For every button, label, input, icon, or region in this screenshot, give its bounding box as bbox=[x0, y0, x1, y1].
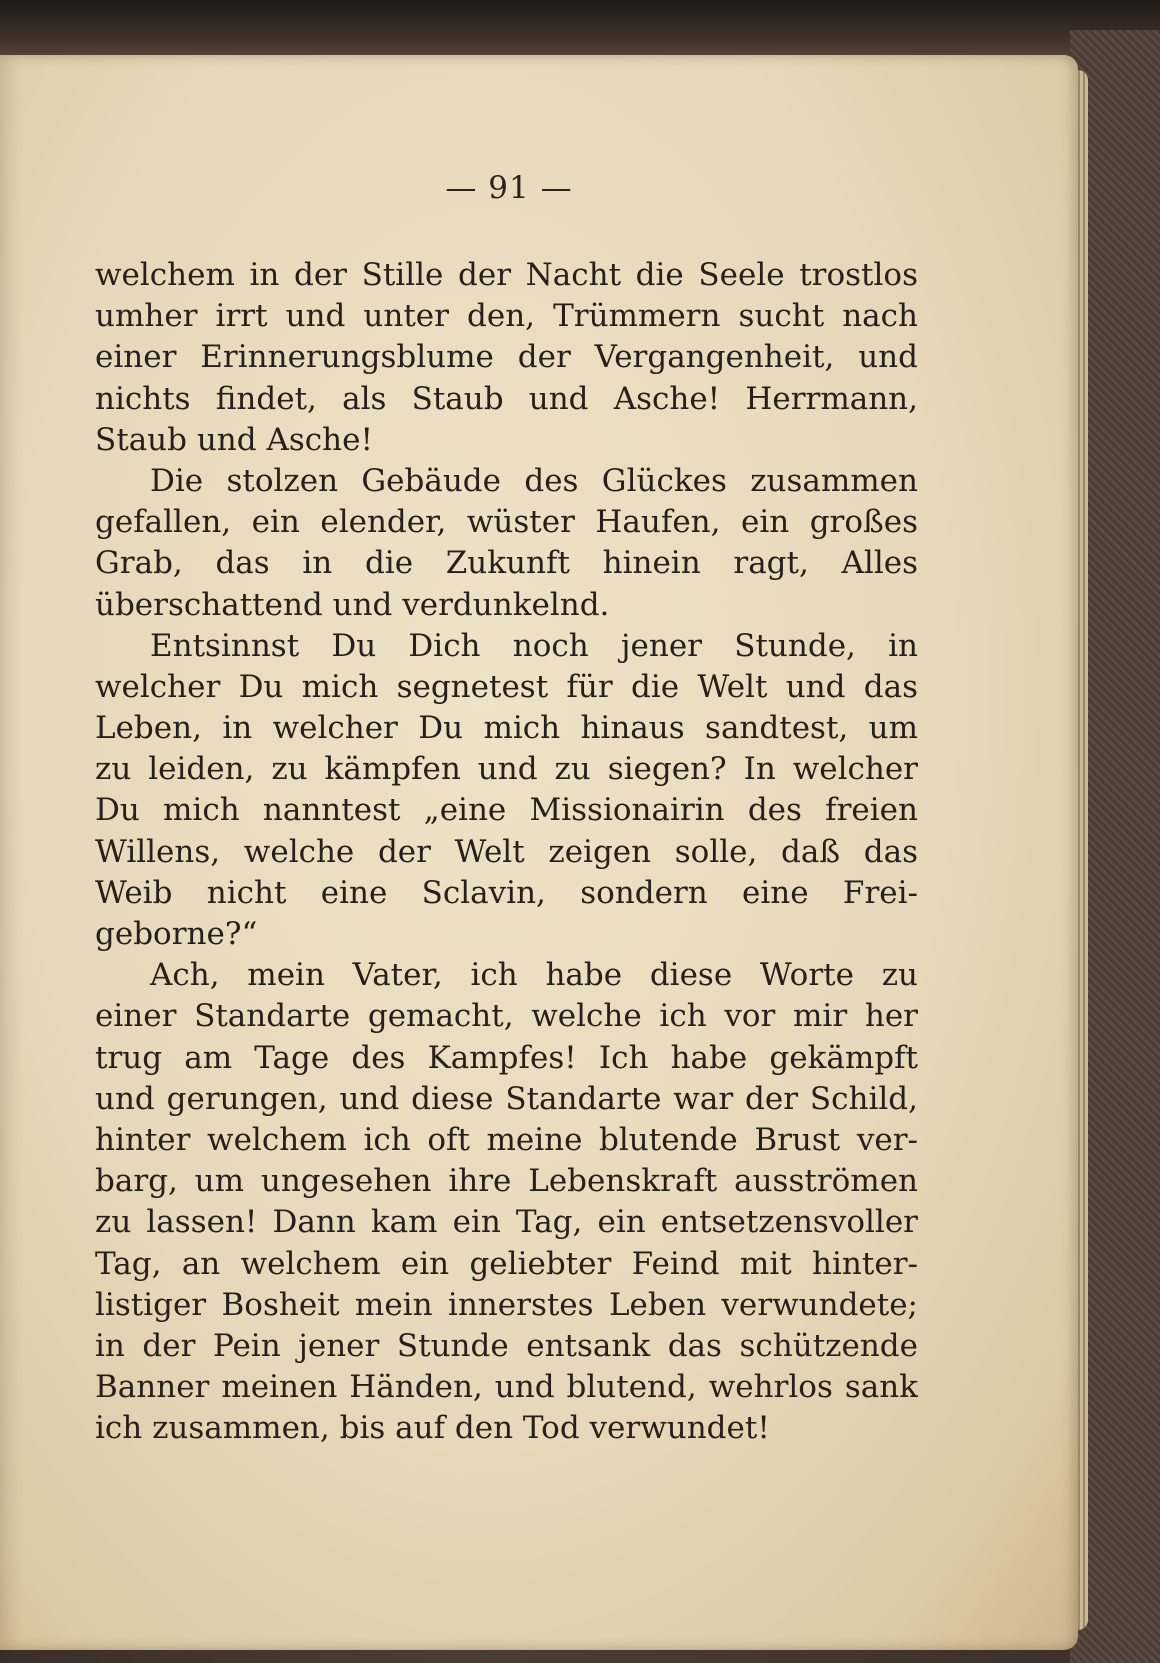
text-line: trug am Tage des Kampfes! Ich habe gekämpft bbox=[95, 1039, 918, 1076]
book-cover-top-edge bbox=[0, 0, 1160, 60]
text-line: welcher Du mich segnetest für die Welt und das bbox=[95, 668, 918, 705]
text-line: Du mich nanntest „eine Missionairin des freien bbox=[95, 792, 918, 829]
text-line: in der Pein jener Stunde entsank das schützende bbox=[95, 1327, 918, 1364]
text-line: einer Erinnerungsblume der Vergangenheit, und bbox=[95, 339, 918, 376]
book-page bbox=[0, 55, 1078, 1650]
text-line: zu lassen! Dann kam ein Tag, ein entsetzensvoller bbox=[95, 1204, 918, 1241]
text-line: Banner meinen Händen, und blutend, wehrlos sank bbox=[95, 1369, 918, 1406]
text-line: und gerungen, und diese Standarte war der Schild, bbox=[95, 1080, 918, 1117]
text-line: Tag, an welchem ein geliebter Feind mit hinter- bbox=[95, 1245, 918, 1282]
text-line: barg, um ungesehen ihre Lebenskraft ausströmen bbox=[95, 1163, 918, 1200]
page-number: — 91 — bbox=[445, 170, 573, 206]
text-line: Willens, welche der Welt zeigen solle, daß das bbox=[95, 833, 918, 870]
text-line: zu leiden, zu kämpfen und zu siegen? In welcher bbox=[95, 751, 918, 788]
text-line: Weib nicht eine Sclavin, sondern eine Frei- bbox=[95, 874, 918, 911]
text-line: hinter welchem ich oft meine blutende Brust ver- bbox=[95, 1121, 918, 1158]
text-line: gefallen, ein elender, wüster Haufen, ein großes bbox=[95, 504, 918, 541]
page-text bbox=[95, 255, 918, 1449]
text-line: umher irrt und unter den, Trümmern sucht nach bbox=[95, 298, 918, 335]
text-line: Grab, das in die Zukunft hinein ragt, Alles bbox=[95, 545, 918, 582]
text-line: geborne?“ bbox=[95, 916, 258, 952]
text-line: einer Standarte gemacht, welche ich vor mir her bbox=[95, 998, 918, 1035]
text-line: Entsinnst Du Dich noch jener Stunde, in bbox=[150, 627, 918, 664]
text-line: Ach, mein Vater, ich habe diese Worte zu bbox=[150, 957, 918, 994]
text-line: Leben, in welcher Du mich hinaus sandtest, um bbox=[95, 710, 918, 747]
text-line: nichts findet, als Staub und Asche! Herrmann, bbox=[95, 380, 918, 417]
text-line: Staub und Asche! bbox=[95, 421, 373, 458]
text-line: Die stolzen Gebäude des Glückes zusammen bbox=[150, 462, 918, 499]
text-line: überschattend und verdunkelnd. bbox=[95, 586, 610, 623]
text-line: welchem in der Stille der Nacht die Seele trostlos bbox=[95, 257, 918, 293]
text-line: ich zusammen, bis auf den Tod verwundet! bbox=[95, 1410, 770, 1447]
text-line: listiger Bosheit mein innerstes Leben verwundete; bbox=[95, 1286, 918, 1323]
